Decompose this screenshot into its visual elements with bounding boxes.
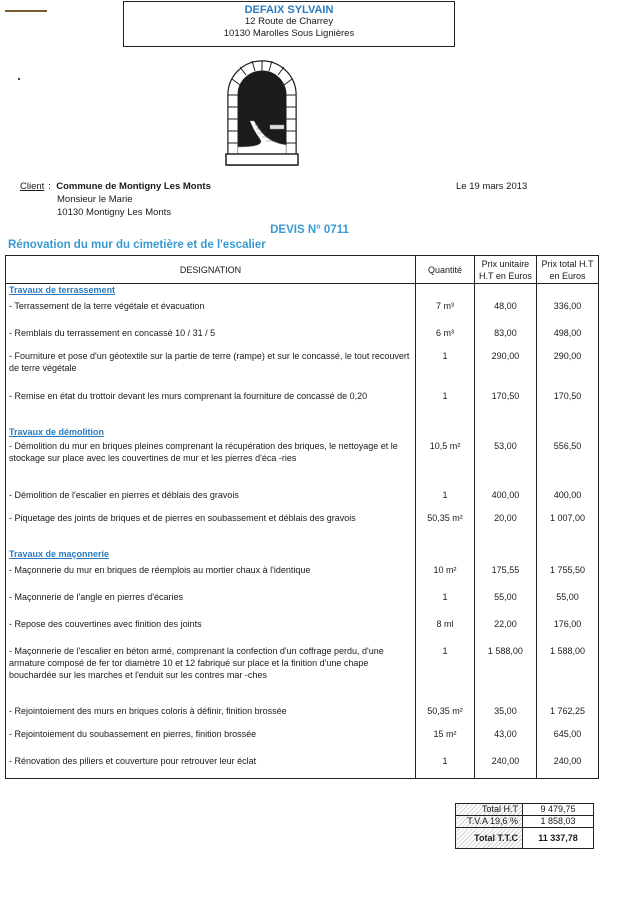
arch-staircase-logo <box>224 55 300 167</box>
line-item-row <box>6 296 599 319</box>
client-name: Commune de Montigny Les Monts <box>56 181 211 192</box>
total-ht-row <box>456 804 594 816</box>
company-header <box>123 1 455 47</box>
item-quantity: 6 m³ <box>416 319 475 346</box>
item-designation: - Remise en état du trottoir devant les murs comprenant la fourniture de concassé de 0,20 <box>6 386 416 426</box>
client-colon: : <box>48 181 54 192</box>
client-label: Client <box>20 181 45 192</box>
empty-cell <box>536 426 598 438</box>
line-item-row <box>6 641 599 697</box>
section-row <box>6 548 599 560</box>
item-unit-price: 400,00 <box>474 481 536 508</box>
item-quantity: 15 m² <box>416 724 475 751</box>
company-name: DEFAIX SYLVAIN <box>244 4 334 16</box>
item-unit-price: 48,00 <box>474 296 536 319</box>
client-block <box>20 180 211 219</box>
total-ttc-value: 11 337,78 <box>523 828 594 849</box>
item-designation: - Démolition du mur en briques pleines comprenant la récupération des briques, le nettoyage et le stockage sur place avec les couvertines de mur et les pierres d'éca -ries <box>6 438 416 481</box>
item-total-price: 1 755,50 <box>536 560 598 587</box>
totals-table <box>455 803 594 849</box>
item-total-price: 55,00 <box>536 587 598 614</box>
line-item-row <box>6 481 599 508</box>
line-item-row <box>6 697 599 724</box>
line-item-row <box>6 724 599 751</box>
empty-cell <box>416 548 475 560</box>
client-contact: Monsieur le Marie <box>57 194 133 205</box>
item-quantity: 1 <box>416 481 475 508</box>
line-item-row <box>6 508 599 548</box>
item-quantity: 1 <box>416 751 475 779</box>
item-unit-price: 43,00 <box>474 724 536 751</box>
item-quantity: 1 <box>416 641 475 697</box>
item-unit-price: 22,00 <box>474 614 536 641</box>
item-unit-price: 35,00 <box>474 697 536 724</box>
item-total-price: 556,50 <box>536 438 598 481</box>
quote-body <box>6 284 599 779</box>
quote-table <box>5 255 599 779</box>
item-designation: - Fourniture et pose d'un géotextile sur la partie de terre (rampe) et sur le concassé, le tout recouvert de terre végétale <box>6 346 416 386</box>
item-designation: - Remblais du terrassement en concassé 10 / 31 / 5 <box>6 319 416 346</box>
line-item-row <box>6 319 599 346</box>
item-total-price: 400,00 <box>536 481 598 508</box>
client-city: 10130 Montigny Les Monts <box>57 207 172 218</box>
line-item-row <box>6 346 599 386</box>
empty-cell <box>416 426 475 438</box>
item-total-price: 498,00 <box>536 319 598 346</box>
document-date: Le 19 mars 2013 <box>456 181 528 192</box>
item-total-price: 336,00 <box>536 296 598 319</box>
item-quantity: 7 m³ <box>416 296 475 319</box>
line-item-row <box>6 587 599 614</box>
item-quantity: 10 m² <box>416 560 475 587</box>
empty-cell <box>474 548 536 560</box>
tva-value: 1 858,03 <box>523 816 594 828</box>
item-total-price: 240,00 <box>536 751 598 779</box>
quote-subject: Rénovation du mur du cimetière et de l'escalier <box>8 239 266 251</box>
item-total-price: 1 007,00 <box>536 508 598 548</box>
line-item-row <box>6 614 599 641</box>
item-total-price: 290,00 <box>536 346 598 386</box>
item-unit-price: 53,00 <box>474 438 536 481</box>
empty-cell <box>474 426 536 438</box>
item-quantity: 10,5 m² <box>416 438 475 481</box>
item-unit-price: 20,00 <box>474 508 536 548</box>
item-total-price: 645,00 <box>536 724 598 751</box>
item-unit-price: 240,00 <box>474 751 536 779</box>
item-designation: - Piquetage des joints de briques et de pierres en soubassement et déblais des gravois <box>6 508 416 548</box>
total-ht-label: Total H.T <box>456 804 523 816</box>
item-designation: - Rejointoiement du soubassement en pierres, finition brossée <box>6 724 416 751</box>
item-unit-price: 83,00 <box>474 319 536 346</box>
item-designation: - Rejointoiement des murs en briques coloris à définir, finition brossée <box>6 697 416 724</box>
devis-title: DEVIS N° 0711 <box>270 224 349 236</box>
column-header-quantity: Quantité <box>416 256 475 284</box>
item-total-price: 1 762,25 <box>536 697 598 724</box>
section-row <box>6 284 599 297</box>
item-quantity: 8 ml <box>416 614 475 641</box>
section-title: Travaux de terrassement <box>6 284 416 297</box>
column-header-total-price: Prix total H.T en Euros <box>536 256 598 284</box>
line-item-row <box>6 386 599 426</box>
item-designation: - Terrassement de la terre végétale et évacuation <box>6 296 416 319</box>
section-title: Travaux de maçonnerie <box>6 548 416 560</box>
item-unit-price: 175,55 <box>474 560 536 587</box>
table-header-row <box>6 256 599 284</box>
item-unit-price: 1 588,00 <box>474 641 536 697</box>
company-address-line2: 10130 Marolles Sous Lignières <box>223 28 355 39</box>
total-ttc-label: Total T.T.C <box>456 828 523 849</box>
total-ttc-row <box>456 828 594 849</box>
item-designation: - Maçonnerie du mur en briques de réemplois au mortier chaux à l'identique <box>6 560 416 587</box>
speck <box>18 78 20 80</box>
empty-cell <box>536 284 598 297</box>
item-quantity: 50,35 m² <box>416 697 475 724</box>
item-quantity: 1 <box>416 386 475 426</box>
line-item-row <box>6 438 599 481</box>
item-unit-price: 170,50 <box>474 386 536 426</box>
line-item-row <box>6 560 599 587</box>
item-unit-price: 290,00 <box>474 346 536 386</box>
empty-cell <box>416 284 475 297</box>
pencil-mark <box>5 10 47 12</box>
empty-cell <box>536 548 598 560</box>
line-item-row <box>6 751 599 779</box>
column-header-designation: DESIGNATION <box>6 256 416 284</box>
item-quantity: 1 <box>416 346 475 386</box>
item-total-price: 1 588,00 <box>536 641 598 697</box>
item-designation: - Rénovation des piliers et couverture pour retrouver leur éclat <box>6 751 416 779</box>
tva-row <box>456 816 594 828</box>
item-total-price: 176,00 <box>536 614 598 641</box>
section-title: Travaux de démolition <box>6 426 416 438</box>
item-designation: - Maçonnerie de l'escalier en béton armé, comprenant la confection d'un coffrage perdu, d'une armature composé de fer tor diamètre 10 et 12 fabriqué sur place et la finition d'une chape bouchardée sur les marches et l'enduit sur les contres mar -ches <box>6 641 416 697</box>
tva-label: T.V.A 19,6 % <box>456 816 523 828</box>
total-ht-value: 9 479,75 <box>523 804 594 816</box>
item-designation: - Maçonnerie de l'angle en pierres d'écaries <box>6 587 416 614</box>
item-quantity: 50,35 m² <box>416 508 475 548</box>
item-unit-price: 55,00 <box>474 587 536 614</box>
item-designation: - Repose des couvertines avec finition des joints <box>6 614 416 641</box>
section-row <box>6 426 599 438</box>
item-total-price: 170,50 <box>536 386 598 426</box>
company-address-line1: 12 Route de Charrey <box>244 16 334 27</box>
item-designation: - Démolition de l'escalier en pierres et déblais des gravois <box>6 481 416 508</box>
empty-cell <box>474 284 536 297</box>
item-quantity: 1 <box>416 587 475 614</box>
column-header-unit-price: Prix unitaire H.T en Euros <box>474 256 536 284</box>
